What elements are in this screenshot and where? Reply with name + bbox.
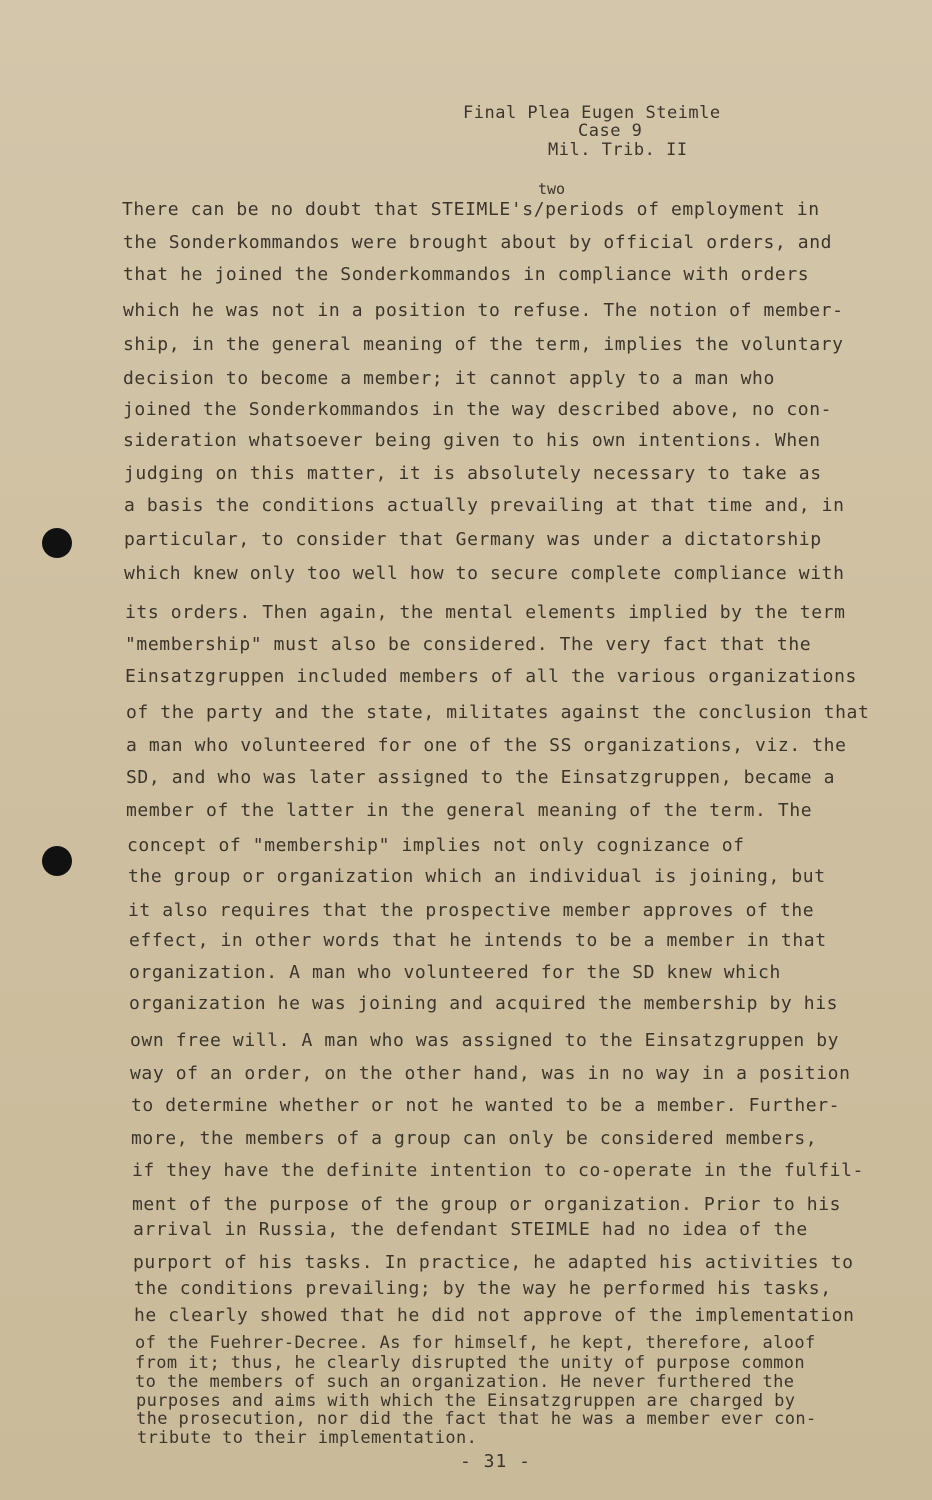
text-line: its orders. Then again, the mental elements implied by the term: [125, 602, 846, 623]
text-line: from it; thus, he clearly disrupted the unity of purpose common: [135, 1353, 805, 1373]
text-line: purport of his tasks. In practice, he adapted his activities to: [133, 1252, 854, 1273]
text-line: decision to become a member; it cannot apply to a man who: [123, 368, 775, 389]
text-line: own free will. A man who was assigned to the Einsatzgruppen by: [130, 1030, 840, 1051]
punch-hole: [42, 528, 72, 558]
text-line: particular, to consider that Germany was under a dictatorship: [124, 529, 822, 550]
text-line: organization he was joining and acquired the membership by his: [129, 993, 839, 1014]
header-title: Final Plea Eugen Steimle: [463, 103, 721, 123]
text-line: joined the Sonderkommandos in the way described above, no con-: [123, 399, 833, 420]
text-line: concept of "membership" implies not only cognizance of: [127, 835, 745, 856]
text-line: "membership" must also be considered. The very fact that the: [125, 634, 812, 655]
text-line: a basis the conditions actually prevailing at that time and, in: [124, 495, 845, 516]
text-line: purposes and aims with which the Einsatzgruppen are charged by: [136, 1391, 796, 1411]
text-line: arrival in Russia, the defendant STEIMLE had no idea of the: [133, 1219, 808, 1240]
text-line: effect, in other words that he intends to be a member in that: [129, 930, 827, 951]
text-line: if they have the definite intention to co-operate in the fulfil-: [132, 1160, 864, 1181]
text-line: to the members of such an organization. He never furthered the: [135, 1372, 795, 1392]
text-line: judging on this matter, it is absolutely necessary to take as: [124, 463, 822, 484]
text-line: the conditions prevailing; by the way he performed his tasks,: [134, 1278, 832, 1299]
text-line: the group or organization which an individual is joining, but: [128, 866, 826, 887]
text-line: of the Fuehrer-Decree. As for himself, he kept, therefore, aloof: [135, 1333, 816, 1353]
text-line: that he joined the Sonderkommandos in compliance with orders: [123, 264, 810, 285]
text-line: the Sonderkommandos were brought about by official orders, and: [123, 232, 833, 253]
handwritten-insert: two: [538, 180, 566, 198]
text-line: he clearly showed that he did not approve of the implementation: [134, 1305, 855, 1326]
text-line: ment of the purpose of the group or organization. Prior to his: [132, 1194, 842, 1215]
text-line: member of the latter in the general meaning of the term. The: [126, 800, 813, 821]
punch-hole: [42, 846, 72, 876]
text-line: There can be no doubt that STEIMLE's/periods of employment in: [122, 199, 820, 220]
header-case: Case 9: [578, 121, 643, 141]
text-line: more, the members of a group can only be considered members,: [131, 1128, 818, 1149]
text-line: sideration whatsoever being given to his own intentions. When: [123, 430, 821, 451]
text-line: SD, and who was later assigned to the Einsatzgruppen, became a: [126, 767, 836, 788]
text-line: it also requires that the prospective member approves of the: [128, 900, 815, 921]
text-line: ship, in the general meaning of the term, implies the voluntary: [123, 334, 844, 355]
text-line: way of an order, on the other hand, was in no way in a position: [130, 1063, 851, 1084]
text-line: a man who volunteered for one of the SS organizations, viz. the: [126, 735, 847, 756]
text-line: tribute to their implementation.: [137, 1428, 478, 1448]
text-line: which knew only too well how to secure complete compliance with: [124, 563, 845, 584]
text-line: the prosecution, nor did the fact that he was a member ever con-: [136, 1409, 817, 1429]
text-line: of the party and the state, militates against the conclusion that: [126, 702, 870, 723]
text-line: to determine whether or not he wanted to be a member. Further-: [131, 1095, 841, 1116]
page-number: - 31 -: [460, 1451, 532, 1472]
text-line: organization. A man who volunteered for the SD knew which: [129, 962, 781, 983]
text-line: Einsatzgruppen included members of all the various organizations: [125, 666, 857, 687]
text-line: which he was not in a position to refuse. The notion of member-: [123, 300, 844, 321]
header-tribunal: Mil. Trib. II: [548, 140, 688, 160]
